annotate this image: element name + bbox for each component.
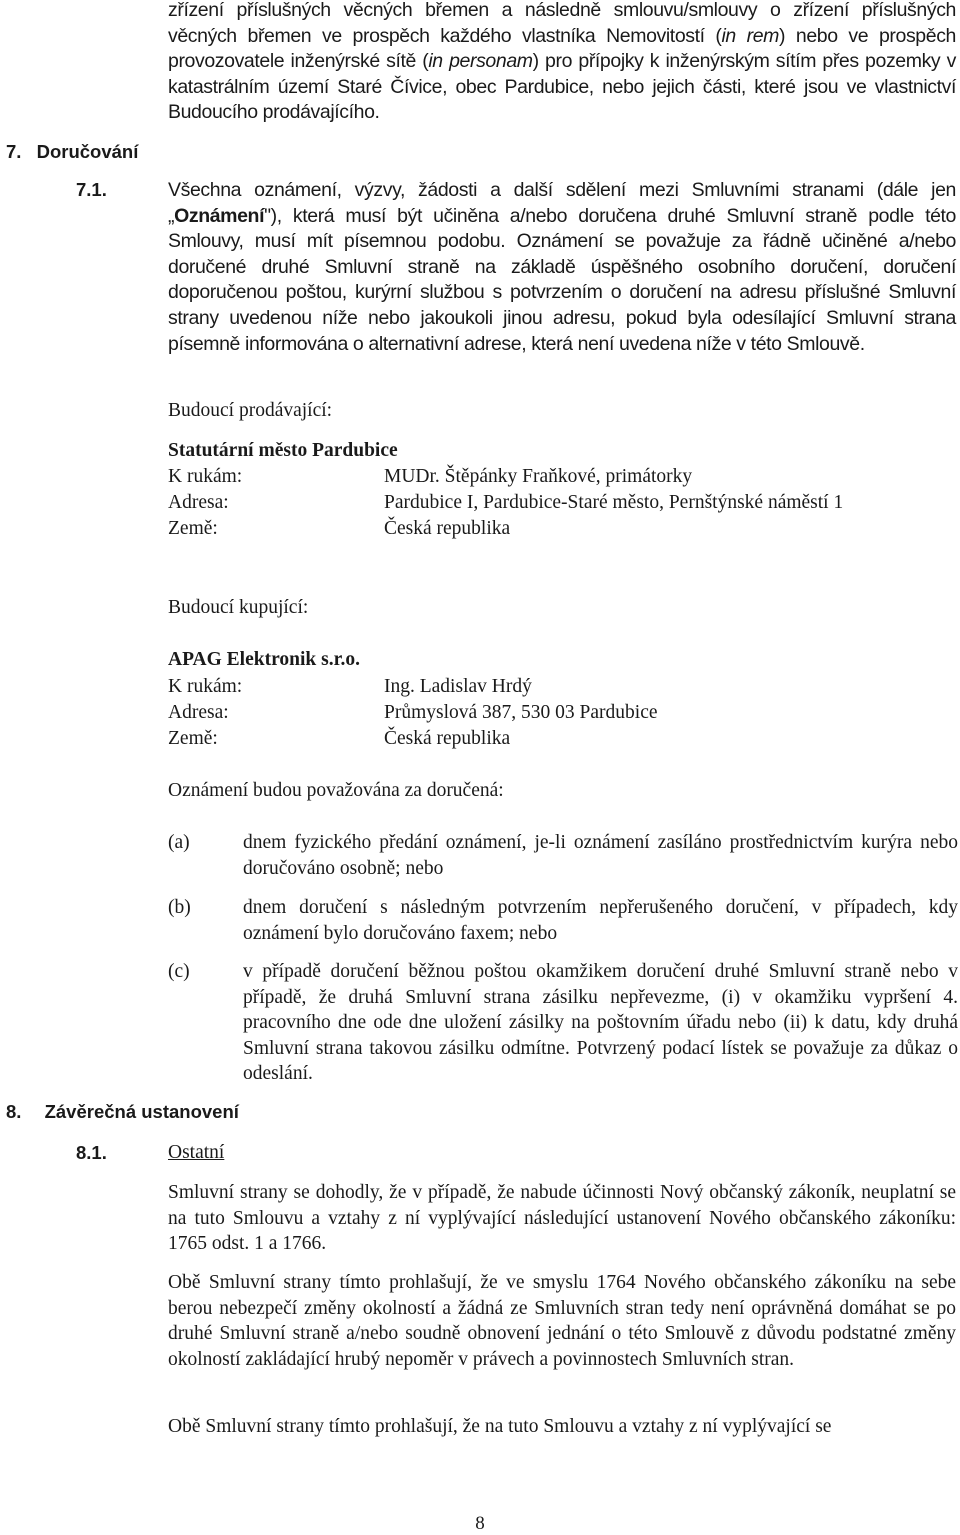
clause-7-1-part-a: Všechna oznámení, výzvy, žádosti a další sdělení mezi Smluvními stranami (dále jen „: [168, 179, 956, 227]
section-8-paragraph-3: Obě Smluvní strany tímto prohlašují, že na tuto Smlouvu a vztahy z ní vyplývající se: [168, 1416, 832, 1437]
delivery-item-b-text: dnem doručení s následným potvrzením nepřerušeného doručení, v případech, kdy oznámení bylo doručováno faxem; nebo: [243, 897, 958, 944]
buyer-address-label: Adresa:: [168, 702, 229, 723]
buyer-attn-value: Ing. Ladislav Hrdý: [384, 676, 532, 697]
section-8-paragraph-2: Obě Smluvní strany tímto prohlašují, že ve smyslu 1764 Nového občanského zákoníku na sebe berou nebezpečí změny okolností a žádná ze Smluvních stran tedy není oprávněná domáhat se po druhé Smluvní straně a/nebo soudně obnovení jednání o této Smlouvě z důvodu podstatné změny okolností zakládající hrubý nepoměr v právech a povinnostech Smluvních stran.: [168, 1272, 956, 1370]
delivery-heading: Oznámení budou považována za doručená:: [168, 780, 504, 801]
subsection-8-1-number: 8.1.: [76, 1142, 107, 1163]
seller-address-label: Adresa:: [168, 492, 229, 513]
clause-7-1-bold-term: Oznámení: [174, 204, 265, 227]
delivery-item-b-mark: (b): [168, 897, 191, 918]
intro-text-2: ) nebo ve prospěch provozovatele inženýrské sítě (: [168, 24, 956, 73]
section-8-heading: [6, 1101, 239, 1123]
clause-7-1-number: 7.1.: [76, 179, 107, 200]
intro-text-3: ) pro přípojky k inženýrským sítím přes pozemky v katastrálním území Staré Čívice, obec Pardubice, nebo jejich části, které jsou ve vlastnictví Budoucího prodávajícího.: [168, 50, 956, 124]
page-number: 8: [475, 1513, 485, 1534]
seller-country-value: Česká republika: [384, 518, 511, 539]
seller-address-value: Pardubice I, Pardubice-Staré město, Pernštýnské náměstí 1: [384, 492, 844, 513]
intro-italic-in-personam: in personam: [428, 50, 533, 73]
seller-attn-label: K rukám:: [168, 466, 243, 487]
delivery-item-a-mark: (a): [168, 832, 190, 853]
buyer-attn-label: K rukám:: [168, 676, 243, 697]
buyer-country-label: Země:: [168, 728, 218, 749]
seller-heading: Budoucí prodávající:: [168, 400, 333, 421]
intro-paragraph: [168, 0, 956, 126]
section-8-number: 8.: [6, 1101, 22, 1122]
section-7-number: 7.: [6, 141, 22, 162]
delivery-item-c-text: v případě doručení běžnou poštou okamžikem doručení druhé Smluvní straně nebo v případě, že druhá Smluvní strana zásilku nepřevezme, (i) v okamžiku vypršení 4. pracovního dne ode dne uložení zásilky na poštovním úřadu nebo (ii) k datu, kdy druhá Smluvní strana takovou zásilku odmítne. Potvrzený podací lístek se považuje za důkaz o odeslání.: [243, 961, 958, 1085]
buyer-name: APAG Elektronik s.r.o.: [168, 649, 360, 670]
subsection-8-1: [76, 1140, 225, 1167]
section-8-title: Závěrečná ustanovení: [44, 1101, 239, 1122]
intro-italic-in-rem: in rem: [721, 24, 780, 47]
section-7-heading: [6, 141, 138, 163]
delivery-item-a-text: dnem fyzického předání oznámení, je-li oznámení zasíláno prostřednictvím kurýra nebo doručováno osobně; nebo: [243, 832, 958, 879]
seller-name: Statutární město Pardubice: [168, 440, 398, 461]
seller-country-label: Země:: [168, 518, 218, 539]
buyer-address-value: Průmyslová 387, 530 03 Pardubice: [384, 702, 658, 723]
clause-7-1-text: [168, 178, 956, 357]
seller-attn-value: MUDr. Štěpánky Fraňkové, primátorky: [384, 466, 693, 487]
section-7-title: Doručování: [36, 141, 139, 162]
clause-7-1-part-c: Oznámení se považuje za řádně učiněné a/nebo doručené druhé Smluvní straně na základě úspěšného osobního doručení, doručení doporučenou poštou, kurýrní službou s potvrzením o doručení na adresu příslušné Smluvní strany uvedenou níže nebo jakoukoli jinou adresu, pokud byla odesílající Smluvní strana písemně informována o alternativní adrese, která není uvedena níže v této Smlouvě.: [168, 230, 956, 355]
intro-text-1: zřízení příslušných věcných břemen a následně smlouvu/smlouvy o zřízení příslušných věcných břemen ve prospěch každého vlastníka Nemovitostí (: [168, 0, 956, 47]
clause-7-1-part-b: "), která musí být učiněna a/nebo doručena druhé Smluvní straně podle této Smlouvy, musí mít písemnou podobu.: [168, 204, 956, 253]
section-8-paragraph-1: Smluvní strany se dohodly, že v případě, že nabude účinnosti Nový občanský zákoník, neuplatní se na tuto Smlouvu a vztahy z ní vyplývající následující ustanovení Nového občanského zákoníku: 1765 odst. 1 a 1766.: [168, 1182, 956, 1255]
delivery-item-c-mark: (c): [168, 961, 190, 982]
buyer-heading: Budoucí kupující:: [168, 597, 309, 618]
buyer-country-value: Česká republika: [384, 728, 511, 749]
subsection-8-1-title: Ostatní: [168, 1142, 225, 1163]
